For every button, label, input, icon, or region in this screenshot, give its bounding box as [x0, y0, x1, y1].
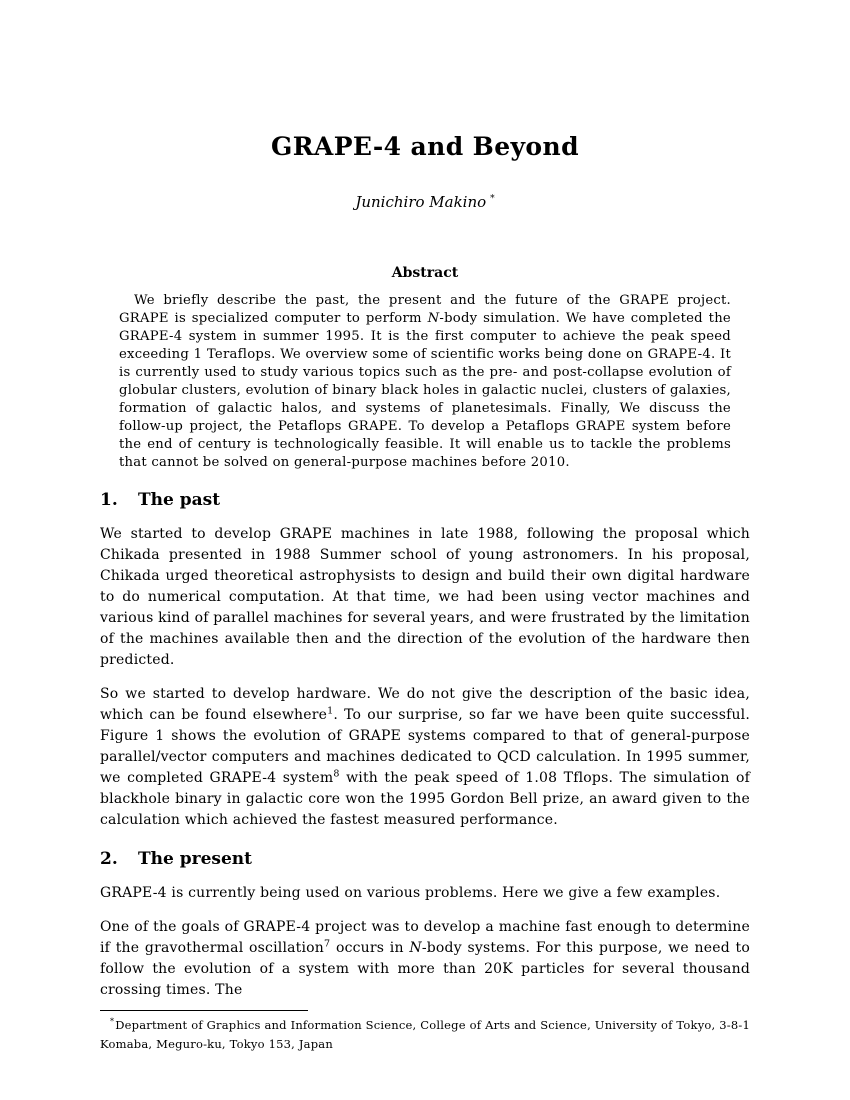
paragraph: GRAPE-4 is currently being used on various problems. Here we give a few examples.	[100, 885, 721, 901]
footnote-body: Department of Graphics and Information Science, College of Arts and Science, University of Tokyo, 3-8-1 Komaba, Meguro-ku, Tokyo 153, Japan	[100, 1018, 750, 1051]
footnote-mark: *	[110, 1017, 115, 1027]
author-footnote-mark: *	[490, 194, 495, 204]
section-number: 1.	[100, 490, 118, 510]
page-title: GRAPE-4 and Beyond	[271, 132, 579, 161]
section-number: 2.	[100, 849, 118, 869]
section-title: The present	[138, 849, 253, 869]
author-line	[100, 195, 750, 210]
footnote-rule	[100, 1010, 308, 1011]
paragraph: So we started to develop hardware. We do not give the description of the basic idea, which can be found elsewhere$^1$. To our surprise, so far we have been quite successful. Figure 1 shows the evolution of GRAPE systems compared to that of general-purpose parallel/vector computers and machines dedicated to QCD calculation. In 1995 summer, we completed GRAPE-4 system$^8$ with the peak speed of 1.08 Tflops. The simulation of blackhole binary in galactic core won the 1995 Gordon Bell prize, an award given to the calculation which achieved the fastest measured performance.	[100, 686, 750, 828]
footnote	[100, 1010, 750, 1054]
section-heading-the-present	[100, 851, 750, 868]
abstract-heading: Abstract	[391, 265, 459, 281]
author-name: Junichiro Makino	[355, 193, 487, 211]
paragraph: We started to develop GRAPE machines in late 1988, following the proposal which Chikada presented in 1988 Summer school of young astronomers. In his proposal, Chikada urged theoretical astrophysists to design and build their own digital hardware to do numerical computation. At that time, we had been using vector machines and various kind of parallel machines for several years, and were frustrated by the limitation of the machines available then and the direction of the evolution of the hardware then predicted.	[100, 526, 750, 668]
section-heading-the-past	[100, 492, 750, 509]
footnote-text	[100, 1016, 750, 1054]
paragraph: One of the goals of GRAPE-4 project was to develop a machine fast enough to determine if the gravothermal oscillation$^7$ occurs in N-body systems. For this purpose, we need to follow the evolution of a system with more than 20K particles for several thousand crossing times. The	[100, 919, 750, 998]
abstract-text: We briefly describe the past, the present and the future of the GRAPE project. GRAPE is specialized computer to perform N-body simulation. We have completed the GRAPE-4 system in summer 1995. It is the first computer to achieve the peak speed exceeding 1 Teraflops. We overview some of scientific works being done on GRAPE-4. It is currently used to study various topics such as the pre- and post-collapse evolution of globular clusters, evolution of binary black holes in galactic nuclei, clusters of galaxies, formation of galactic halos, and systems of planetesimals. Finally, We discuss the follow-up project, the Petaflops GRAPE. To develop a Petaflops GRAPE system before the end of century is technologically feasible. It will enable us to tackle the problems that cannot be solved on general-purpose machines before 2010.	[119, 293, 731, 470]
section-title: The past	[138, 490, 221, 510]
